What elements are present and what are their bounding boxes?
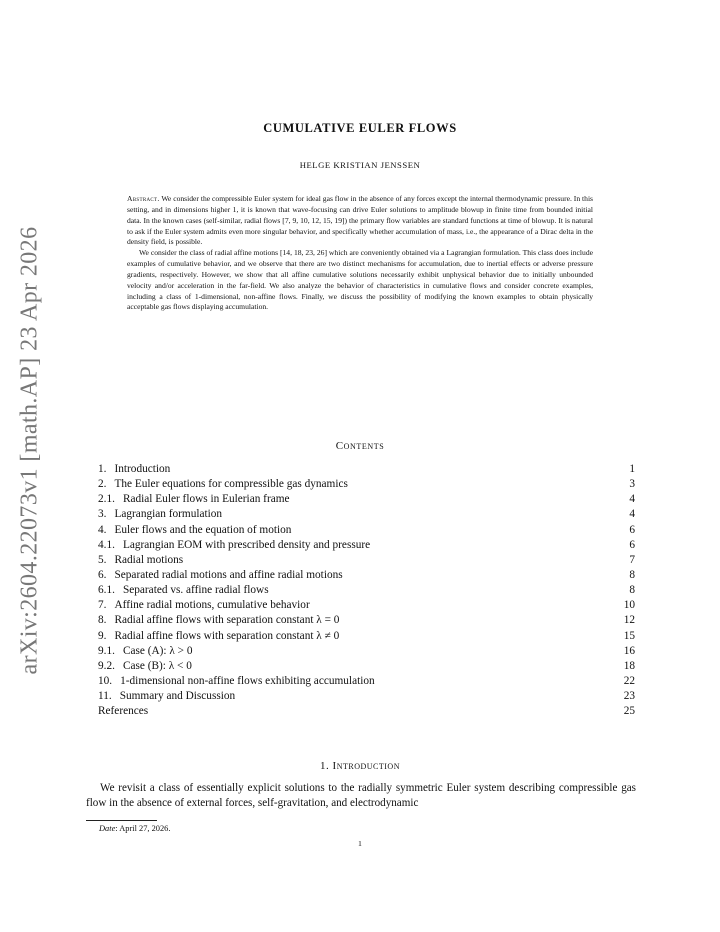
section-number: 1. xyxy=(320,760,330,772)
toc-entry-number: 1. xyxy=(98,463,107,475)
toc-entry-label xyxy=(98,538,370,553)
toc-entry[interactable] xyxy=(98,568,635,583)
toc-entry-page: 12 xyxy=(623,614,635,627)
table-of-contents xyxy=(98,462,635,719)
toc-entry-number: 4. xyxy=(98,523,107,536)
page-number: 1 xyxy=(358,839,362,848)
toc-entry-page: 22 xyxy=(623,674,635,687)
toc-entry-title: Radial affine flows with separation constant λ ≠ 0 xyxy=(114,629,340,642)
toc-entry[interactable] xyxy=(98,704,635,719)
toc-entry-page: 4 xyxy=(629,508,635,521)
paper-title: CUMULATIVE EULER FLOWS xyxy=(263,121,457,135)
toc-entry-page: 1 xyxy=(629,463,635,475)
toc-entry-page: 16 xyxy=(623,644,635,657)
toc-entry-label xyxy=(98,689,235,704)
toc-entry-page: 8 xyxy=(629,568,635,581)
toc-entry-title: Case (B): λ < 0 xyxy=(122,659,192,672)
toc-entry[interactable] xyxy=(98,553,635,568)
toc-entry-title: 1-dimensional non-affine flows exhibiting accumulation xyxy=(120,674,375,687)
contents-heading: Contents xyxy=(335,440,385,452)
toc-entry-page: 3 xyxy=(629,478,635,491)
toc-entry[interactable] xyxy=(98,644,635,659)
toc-entry-label xyxy=(98,644,193,659)
toc-entry-label xyxy=(98,674,375,689)
abstract-paragraph-2: We consider the class of radial affine motions [14, 18, 23, 26] which are conveniently obtained via a Lagrangian formulation. This class does include examples of cumulative behavior, and we observe that there are two distinct mechanisms for accumulation, due to inertial effects or adverse pressure gradients, respectively. However, we show that all affine cumulative solutions necessarily exhibit unphysical behavior due to initially unbounded velocity and/or acceleration in the far-field. We also analyze the behavior of characteristics in cumulative flows and consider concrete examples, including a class of 1-dimensional, non-affine flows. Finally, we discuss the possibility of modifying the known examples to obtain physically acceptable gas flows displaying accumulation. xyxy=(127,248,593,312)
toc-entry-label xyxy=(98,583,269,598)
abstract-paragraph-1 xyxy=(127,194,593,248)
footnote-label: Date xyxy=(99,824,116,833)
section-title: Introduction xyxy=(332,760,400,772)
abstract-label: Abstract. xyxy=(127,194,160,203)
toc-entry-label xyxy=(98,613,339,628)
toc-entry-title: Radial Euler flows in Eulerian frame xyxy=(122,493,290,506)
toc-entry[interactable] xyxy=(98,462,635,477)
abstract xyxy=(127,194,593,313)
toc-entry-title: Lagrangian formulation xyxy=(114,508,223,521)
footnote-divider xyxy=(86,820,157,821)
toc-entry-page: 18 xyxy=(623,659,635,672)
toc-entry-title: References xyxy=(98,705,149,718)
toc-entry[interactable] xyxy=(98,674,635,689)
toc-entry[interactable] xyxy=(98,659,635,674)
footnote-text: : April 27, 2026. xyxy=(115,824,171,833)
toc-entry-page: 6 xyxy=(629,538,635,551)
paper-author: HELGE KRISTIAN JENSSEN xyxy=(299,160,421,170)
toc-entry-number: 9.2. xyxy=(98,659,115,672)
toc-entry-label xyxy=(98,492,290,507)
toc-entry-page: 4 xyxy=(629,493,635,506)
toc-entry-number: 2.1. xyxy=(98,493,115,506)
toc-entry-label xyxy=(98,477,348,492)
toc-entry-title: The Euler equations for compressible gas dynamics xyxy=(114,478,348,491)
toc-entry-label xyxy=(98,462,170,477)
toc-entry[interactable] xyxy=(98,598,635,613)
toc-entry-page: 7 xyxy=(629,553,635,566)
toc-entry-title: Euler flows and the equation of motion xyxy=(114,523,292,536)
toc-entry-title: Lagrangian EOM with prescribed density and pressure xyxy=(122,538,371,551)
toc-entry[interactable] xyxy=(98,629,635,644)
toc-entry-page: 25 xyxy=(623,705,635,718)
abstract-paragraph-1-text: We consider the compressible Euler system for ideal gas flow in the absence of any forces except the internal thermodynamic pressure. In this setting, and in dimensions higher 1, it is known that wave-focusing can drive Euler solutions to amplitude blowup in finite time from bounded initial data. In the known cases (self-similar, radial flows [7, 9, 10, 12, 15, 19]) the primary flow variables are standard functions at time of blowup. It is natural to ask if the Euler system admits even more singular behavior, and specifically whether accumulation of mass, i.e., the appearance of a Dirac delta in the density field, is possible. xyxy=(127,194,594,247)
toc-entry[interactable] xyxy=(98,613,635,628)
toc-entry-title: Separated radial motions and affine radial motions xyxy=(114,568,343,581)
toc-entry-title: Separated vs. affine radial flows xyxy=(122,584,269,597)
toc-entry[interactable] xyxy=(98,583,635,598)
toc-entry-number: 9.1. xyxy=(98,644,115,657)
toc-entry-number: 3. xyxy=(98,508,107,521)
introduction-paragraph: We revisit a class of essentially explicit solutions to the radially symmetric Euler system describing compressible gas flow in the absence of external forces, self-gravitation, and electrodynamic xyxy=(86,782,636,809)
toc-entry-page: 10 xyxy=(623,599,635,612)
toc-entry-label xyxy=(98,659,192,674)
toc-entry-label xyxy=(98,629,339,644)
toc-entry-page: 23 xyxy=(623,690,635,703)
toc-entry-page: 15 xyxy=(623,629,635,642)
toc-entry[interactable] xyxy=(98,477,635,492)
toc-entry-page: 6 xyxy=(629,523,635,536)
section-heading-introduction xyxy=(86,760,634,772)
arxiv-identifier-text: arXiv:2604.22073v1 [math.AP] 23 Apr 2026 xyxy=(16,226,43,674)
toc-entry-page: 8 xyxy=(629,584,635,597)
toc-entry-title: Introduction xyxy=(114,463,171,475)
toc-entry-number: 2. xyxy=(98,478,107,491)
date-footnote xyxy=(99,824,170,833)
toc-entry[interactable] xyxy=(98,689,635,704)
toc-entry-label xyxy=(98,553,183,568)
toc-entry-title: Radial motions xyxy=(114,553,184,566)
toc-entry-label xyxy=(98,568,343,583)
toc-entry-number: 6.1. xyxy=(98,584,115,597)
toc-entry-title: Affine radial motions, cumulative behavior xyxy=(114,599,310,612)
toc-entry-number: 9. xyxy=(98,629,107,642)
toc-entry-label xyxy=(98,523,291,538)
toc-entry-number: 4.1. xyxy=(98,538,115,551)
toc-entry-title: Summary and Discussion xyxy=(119,690,236,703)
toc-entry-number: 8. xyxy=(98,614,107,627)
toc-entry-number: 5. xyxy=(98,553,107,566)
toc-entry-number: 6. xyxy=(98,568,107,581)
arxiv-identifier-stamp xyxy=(4,226,56,674)
toc-entry[interactable] xyxy=(98,507,635,522)
toc-entry[interactable] xyxy=(98,523,635,538)
toc-entry-number: 10. xyxy=(98,674,113,687)
toc-entry-number: 7. xyxy=(98,599,107,612)
toc-entry-label xyxy=(98,704,148,719)
toc-entry-label xyxy=(98,598,310,613)
toc-entry-number: 11. xyxy=(98,690,112,703)
toc-entry[interactable] xyxy=(98,492,635,507)
toc-entry-title: Case (A): λ > 0 xyxy=(122,644,193,657)
toc-entry[interactable] xyxy=(98,538,635,553)
toc-entry-title: Radial affine flows with separation constant λ = 0 xyxy=(114,614,340,627)
toc-entry-label xyxy=(98,507,222,522)
